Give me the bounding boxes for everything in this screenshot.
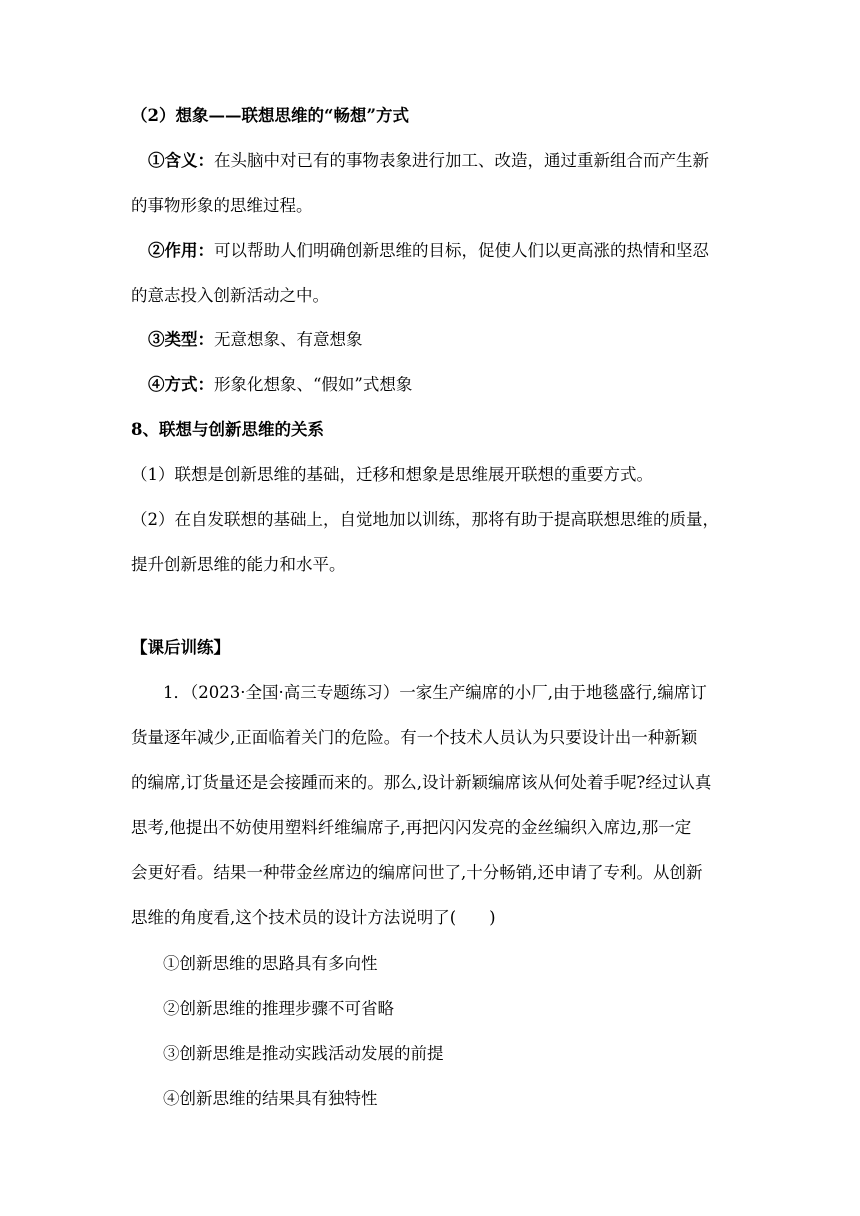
function-text: 可以帮助人们明确创新思维的目标，促使人们以更高涨的热情和坚忍: [214, 241, 709, 260]
section-heading-relationship: 8、联想与创新思维的关系: [131, 420, 324, 439]
types-text: 无意想象、有意想象: [214, 330, 363, 349]
question-line: 思考,他提出不妨使用塑料纤维编席子,再把闪闪发亮的金丝编织入席边,那一定: [131, 818, 692, 837]
practice-heading: 【课后训练】: [131, 638, 230, 657]
option-1: ①创新思维的思路具有多向性: [163, 954, 378, 973]
meaning-line: [148, 149, 709, 173]
types-line: [148, 328, 363, 352]
question-line: 思维的角度看,这个技术员的设计方法说明了( ): [131, 908, 496, 927]
relationship-point-2: （2）在自发联想的基础上，自觉地加以训练，那将有助于提高联想思维的质量，: [131, 510, 719, 529]
option-4: ④创新思维的结果具有独特性: [163, 1089, 378, 1108]
ways-label: ④方式：: [148, 375, 214, 394]
function-continuation: 的意志投入创新活动之中。: [131, 286, 329, 305]
function-label: ②作用：: [148, 241, 214, 260]
option-3: ③创新思维是推动实践活动发展的前提: [163, 1044, 444, 1063]
meaning-continuation: 的事物形象的思维过程。: [131, 196, 313, 215]
question-line: 货量逐年减少,正面临着关门的危险。有一个技术人员认为只要设计出一种新颖: [131, 728, 698, 747]
section-heading-imagination: （2）想象——联想思维的“畅想”方式: [131, 106, 409, 125]
question-line: 会更好看。结果一种带金丝席边的编席问世了,十分畅销,还申请了专利。从创新: [131, 863, 703, 882]
question-line: 1．（2023·全国·高三专题练习）一家生产编席的小厂,由于地毯盛行,编席订: [163, 683, 707, 702]
function-line: [148, 239, 709, 263]
meaning-label: ①含义：: [148, 151, 214, 170]
ways-line: [148, 373, 412, 397]
question-line: 的编席,订货量还是会接踵而来的。那么,设计新颖编席该从何处着手呢?经过认真: [131, 773, 712, 792]
types-label: ③类型：: [148, 330, 214, 349]
relationship-point-1: （1）联想是创新思维的基础，迁移和想象是思维展开联想的重要方式。: [131, 465, 653, 484]
meaning-text: 在头脑中对已有的事物表象进行加工、改造，通过重新组合而产生新: [214, 151, 709, 170]
relationship-point-2-continuation: 提升创新思维的能力和水平。: [131, 555, 346, 574]
ways-text: 形象化想象、“假如”式想象: [214, 375, 413, 394]
option-2: ②创新思维的推理步骤不可省略: [163, 999, 394, 1018]
